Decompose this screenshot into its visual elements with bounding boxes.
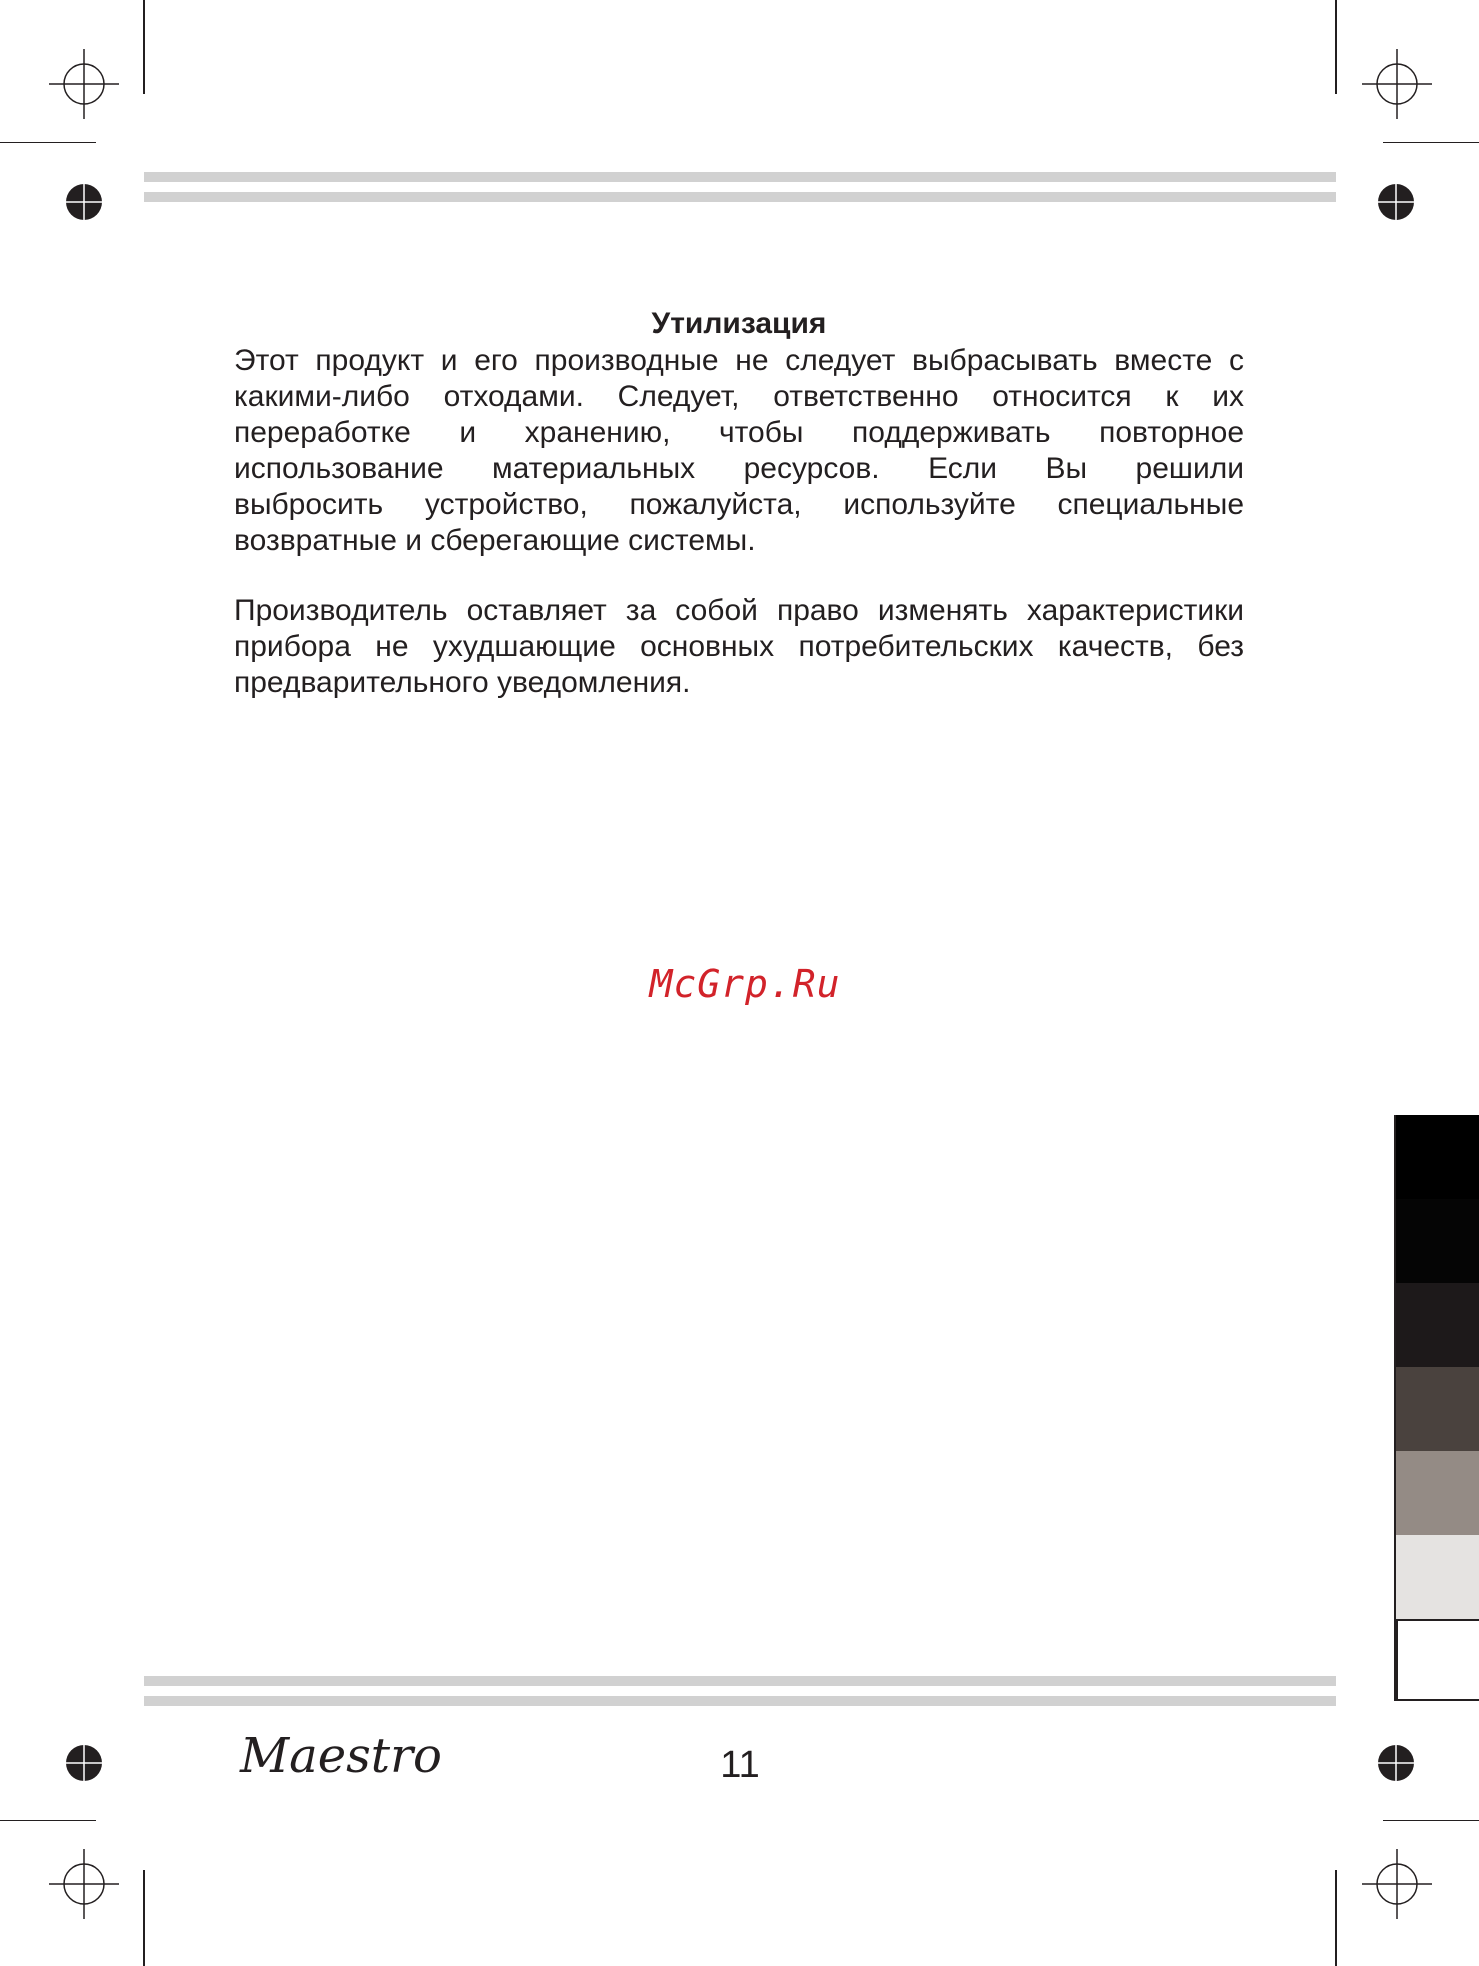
text-line: прибора не ухудшающие основных потребительских качеств, без [234, 630, 1244, 663]
text-line: выбросить устройство, пожалуйста, используйте специальные [234, 488, 1244, 521]
svg-text:Maestro: Maestro [240, 1728, 442, 1784]
header-band [144, 172, 1336, 182]
text-line: возвратные и сберегающие системы. [234, 524, 756, 557]
page-number: 11 [720, 1744, 760, 1786]
text-line: использование материальных ресурсов. Если Вы решили [234, 452, 1244, 485]
crop-mark [143, 1870, 145, 1966]
text-line: предварительного уведомления. [234, 666, 691, 699]
crop-mark [0, 1820, 96, 1821]
section-heading: Утилизация [651, 307, 827, 340]
manufacturer-notice-paragraph [234, 593, 1244, 701]
text-line: Производитель оставляет за собой право изменять характеристики [234, 594, 1244, 627]
registration-dot-icon [1376, 182, 1416, 222]
maestro-logo [236, 1726, 442, 1786]
watermark: McGrp.Ru [649, 962, 841, 1006]
registration-dot-icon [64, 182, 104, 222]
crop-mark [0, 142, 96, 143]
text-line: Этот продукт и его производные не следует выбрасывать вместе с [234, 344, 1244, 377]
swatch-strip-border [1394, 1115, 1396, 1701]
registration-dot-icon [1376, 1743, 1416, 1783]
registration-dot-icon [64, 1743, 104, 1783]
color-swatch [1396, 1115, 1479, 1199]
header-band [144, 192, 1336, 202]
color-swatch [1396, 1619, 1479, 1701]
color-swatch [1396, 1367, 1479, 1451]
disposal-paragraph [234, 343, 1244, 559]
registration-crosshair-icon [49, 1849, 119, 1919]
registration-crosshair-icon [1362, 1849, 1432, 1919]
color-swatch [1396, 1451, 1479, 1535]
text-line: переработке и хранению, чтобы поддерживать повторное [234, 416, 1244, 449]
footer-band [144, 1696, 1336, 1706]
color-swatch [1396, 1283, 1479, 1367]
color-swatch [1396, 1199, 1479, 1283]
crop-mark [1383, 142, 1479, 143]
registration-crosshair-icon [49, 49, 119, 119]
crop-mark [1335, 1870, 1337, 1966]
footer-band [144, 1676, 1336, 1686]
crop-mark [1383, 1820, 1479, 1821]
color-swatch [1396, 1535, 1479, 1619]
crop-mark [1335, 0, 1337, 94]
crop-mark [143, 0, 145, 94]
registration-crosshair-icon [1362, 49, 1432, 119]
text-line: какими-либо отходами. Следует, ответственно относится к их [234, 380, 1244, 413]
